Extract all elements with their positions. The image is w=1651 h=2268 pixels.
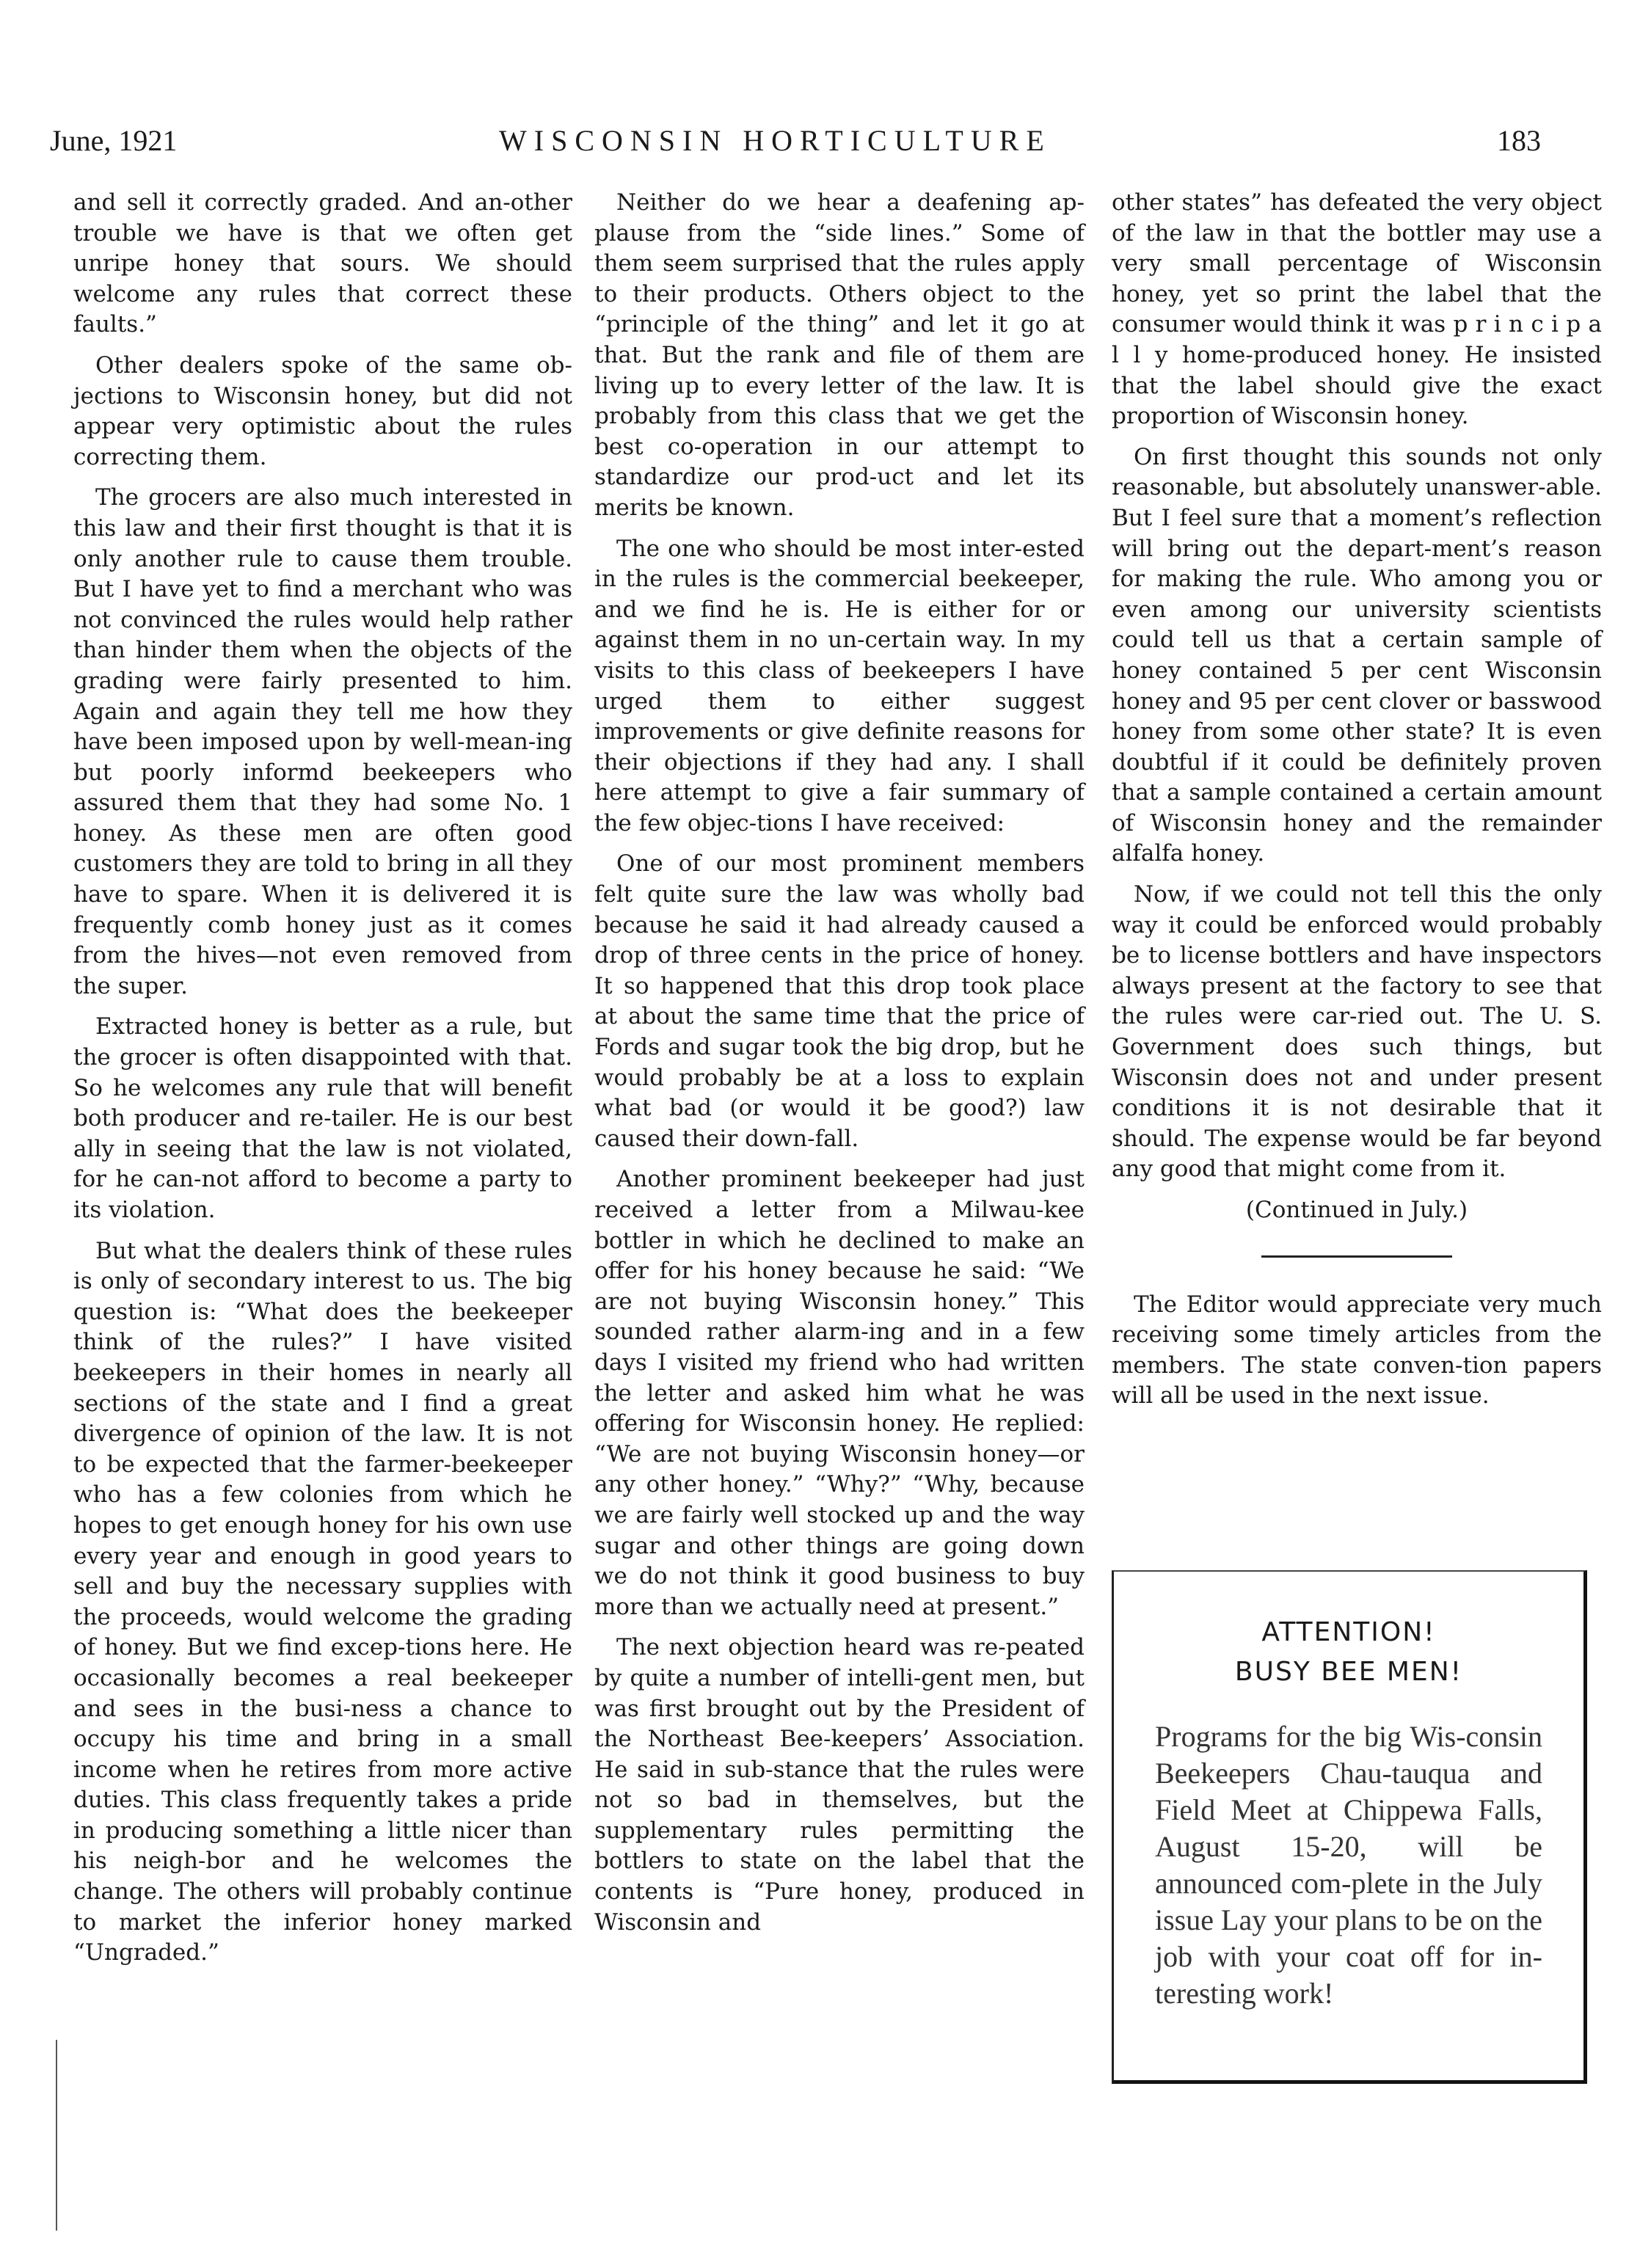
margin-line [56,2040,57,2231]
left-column [73,188,572,1979]
paragraph: But what the dealers think of these rules is only of secondary interest to us. The big question is: “What does the beekeeper think of the rules?” I have visited beekeepers in their homes in nearly all sections of the state and I find a great divergence of opinion of the law. It is not to be expected that the farmer-beekeeper who has a few colonies from which he hopes to get enough honey for his own use every year and enough in good years to sell and buy the necessary supplies with the proceeds, would welcome the grading of honey. But we find excep-tions here. He occasionally becomes a real beekeeper and sees in the busi-ness a chance to occupy his time and bring in a small income when he retires from more active duties. This class frequently takes a pride in producing something a little nicer than his neigh-bor and he welcomes the change. The others will probably continue to market the inferior honey marked “Ungraded.” [73,1237,572,1966]
announcement-heading [1114,1613,1583,1692]
paragraph: The grocers are also much interested in this law and their first thought is that it is only another rule to cause them trouble. But I have yet to find a merchant who was not convinced the rules would help rather than hinder them when the objects of the grading were fairly presented to him. Again and again they tell me how they have been imposed upon by well-mean-ing but poorly informd beekeepers who assured them that they had some No. 1 honey. As these men are often good customers they are told to bring in all they have to spare. When it is delivered it is frequently comb honey just as it comes from the hives—not even removed from the super. [73,484,572,999]
page-header [0,0,1651,169]
right-column [1112,188,1602,1422]
issue-date: June, 1921 [50,124,178,157]
paragraph: Other dealers spoke of the same ob-jections to Wisconsin honey, but did not appear very optimistic about the rules correcting them. [73,351,572,470]
announcement-body: Programs for the big Wis-consin Beekeepers Chau-tauqua and Field Meet at Chippewa Falls, August 15-20, will be announced com-plete in the July issue Lay your plans to be on the job with your coat off for in-teresting work! [1155,1720,1542,2010]
paragraph: other states” has defeated the very object of the law in that the bottler may use a very small percentage of Wisconsin honey, yet so print the label that the consumer would think it was p r i n c i p a l l y home-produced honey. He insisted that the label should give the exact proportion of Wisconsin honey. [1112,189,1602,430]
paragraph: On first thought this sounds not only reasonable, but absolutely unanswer-able. But I feel sure that a moment’s reflection will bring out the depart-ment’s reason for making the rule. Who among you or even among our university scientists could tell us that a certain sample of honey contained 5 per cent Wisconsin honey and 95 per cent clover or basswood honey from some other state? It is even doubtful if it could be definitely proven that a sample contained a certain amount of Wisconsin honey and the remainder alfalfa honey. [1112,443,1602,867]
announcement-heading-line2: BUSY BEE MEN! [1234,1657,1463,1687]
journal-title: WISCONSIN HORTICULTURE [499,124,1052,157]
paragraph: Extracted honey is better as a rule, but the grocer is often disappointed with that. So he welcomes any rule that will benefit both producer and re-tailer. He is our best ally in seeing that the law is not violated, for he can-not afford to become a party to its violation. [73,1013,572,1223]
continued-note: (Continued in July.) [1245,1197,1468,1223]
editor-note: The Editor would appreciate very much receiving some timely articles from the members. The state conven-tion papers will all be used in the next issue. [1112,1291,1602,1410]
page-number: 183 [1497,124,1541,157]
middle-column [594,188,1085,1948]
paragraph: Neither do we hear a deafening ap-plause from the “side lines.” Some of them seem surprised that the rules apply to their products. Others object to the “principle of the thing” and let it go at that. But the rank and file of them are living up to every letter of the law. It is probably from this class that we get the best co-operation in our attempt to standardize our prod-uct and let its merits be known. [594,189,1085,521]
announcement-heading-line1: ATTENTION! [1261,1617,1436,1647]
announcement-box [1112,1570,1587,2084]
section-divider [1261,1255,1452,1258]
paragraph: One of our most prominent members felt quite sure the law was wholly bad because he said it had already caused a drop of three cents in the price of honey. It so happened that this drop took place at about the same time that the price of Fords and sugar took the big drop, but he would probably be at a loss to explain what bad (or would it be good?) law caused their down-fall. [594,850,1085,1152]
paragraph: and sell it correctly graded. And an-other trouble we have is that we often get unripe honey that sours. We should welcome any rules that correct these faults.” [73,189,572,338]
paragraph: Now, if we could not tell this the only way it could be enforced would probably be to license bottlers and have inspectors always present at the factory to see that the rules were car-ried out. The U. S. Government does such things, but Wisconsin does not and under present conditions it is not desirable that it should. The expense would be far beyond any good that might come from it. [1112,881,1602,1183]
paragraph: Another prominent beekeeper had just received a letter from a Milwau-kee bottler in which he declined to make an offer for his honey because he said: “We are not buying Wisconsin honey.” This sounded rather alarm-ing and in a few days I visited my friend who had written the letter and asked him what he was offering for Wisconsin honey. He replied: “We are not buying Wisconsin honey—or any other honey.” “Why?” “Why, because we are fairly well stocked up and the way sugar and other things are going down we do not think it good business to buy more than we actually need at present.” [594,1166,1085,1620]
paragraph: The one who should be most inter-ested in the rules is the commercial beekeeper, and we find he is. He is either for or against them in no un-certain way. In my visits to this class of beekeepers I have urged them to either suggest improvements or give definite reasons for their objections if they had any. I shall here attempt to give a fair summary of the few objec-tions I have received: [594,535,1085,836]
paragraph: The next objection heard was re-peated by quite a number of intelli-gent men, but was first brought out by the President of the Northeast Bee-keepers’ Association. He said in sub-stance that the rules were not so bad in themselves, but the supplementary rules permitting the bottlers to state on the label that the contents is “Pure honey, produced in Wisconsin and [594,1634,1085,1936]
